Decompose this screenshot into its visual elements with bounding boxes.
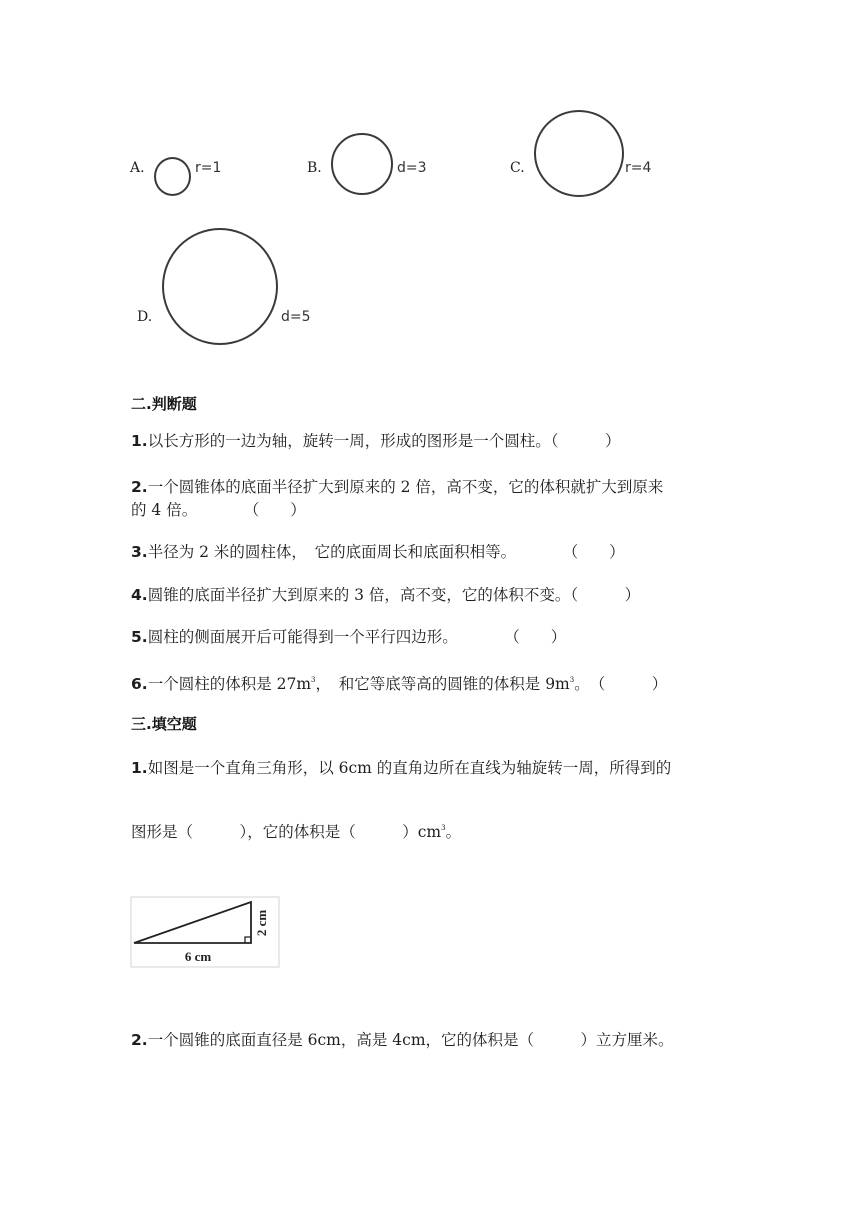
- question-number: 2.: [131, 478, 148, 496]
- tf-question-2-line2: [131, 497, 306, 523]
- option-d-value: d=5: [281, 309, 311, 325]
- base-label: 6 cm: [184, 949, 212, 964]
- tf-question-5: [131, 624, 566, 650]
- tf-question-6: [131, 667, 667, 697]
- question-text: 。 （ ）: [574, 675, 668, 693]
- question-number: 2.: [131, 1031, 148, 1049]
- tf-question-4: [131, 582, 640, 608]
- section3-heading: 三.填空题: [131, 715, 197, 733]
- question-number: 6.: [131, 675, 148, 693]
- section2-heading: 二.判断题: [131, 395, 197, 413]
- right-triangle-figure: [130, 896, 280, 968]
- fill-question-1-line2: [131, 815, 461, 845]
- option-a-value: r=1: [195, 160, 222, 176]
- option-c-circle: [534, 110, 624, 197]
- superscript: 3: [441, 824, 446, 832]
- tf-question-3: [131, 539, 625, 565]
- fill-question-1: [131, 755, 671, 781]
- question-number: 5.: [131, 628, 148, 646]
- option-d-circle: [162, 228, 278, 345]
- question-text: 一个圆锥体的底面半径扩大到原来的 2 倍，高不变，它的体积就扩大到原来: [147, 478, 664, 496]
- question-text: 以长方形的一边为轴，旋转一周，形成的图形是一个圆柱。（ ）: [147, 432, 621, 450]
- question-text: 圆柱的侧面展开后可能得到一个平行四边形。 （ ）: [147, 628, 567, 646]
- question-number: 3.: [131, 543, 148, 561]
- option-a-circle: [154, 157, 191, 196]
- question-text: 圆锥的底面半径扩大到原来的 3 倍，高不变，它的体积不变。（ ）: [147, 586, 641, 604]
- option-c-letter: C.: [510, 160, 525, 176]
- question-number: 1.: [131, 432, 148, 450]
- question-number: 1.: [131, 759, 148, 777]
- option-b-value: d=3: [397, 160, 427, 176]
- option-b-circle: [331, 133, 393, 195]
- question-text: 图形是（ ），它的体积是（ ）cm: [131, 823, 442, 841]
- height-label: 2 cm: [254, 909, 269, 937]
- option-b-letter: B.: [307, 160, 322, 176]
- question-text: 一个圆柱的体积是 27m: [147, 675, 312, 693]
- fill-question-2: [131, 1027, 674, 1053]
- option-d-letter: D.: [137, 309, 153, 325]
- superscript: 3: [311, 676, 316, 684]
- question-number: 4.: [131, 586, 148, 604]
- option-c-value: r=4: [625, 160, 652, 176]
- question-text: 如图是一个直角三角形，以 6cm 的直角边所在直线为轴旋转一周，所得到的: [147, 759, 672, 777]
- question-text: 一个圆锥的底面直径是 6cm，高是 4cm，它的体积是（ ）立方厘米。: [147, 1031, 674, 1049]
- tf-question-1: [131, 428, 620, 454]
- question-text: 的 4 倍。 （ ）: [131, 501, 306, 519]
- superscript: 3: [569, 676, 575, 684]
- question-text: 半径为 2 米的圆柱体， 它的底面周长和底面积相等。 （ ）: [147, 543, 625, 561]
- option-a-letter: A.: [130, 160, 145, 176]
- question-text: ， 和它等底等高的圆锥的体积是 9m: [315, 675, 570, 693]
- question-text: 。: [445, 823, 462, 841]
